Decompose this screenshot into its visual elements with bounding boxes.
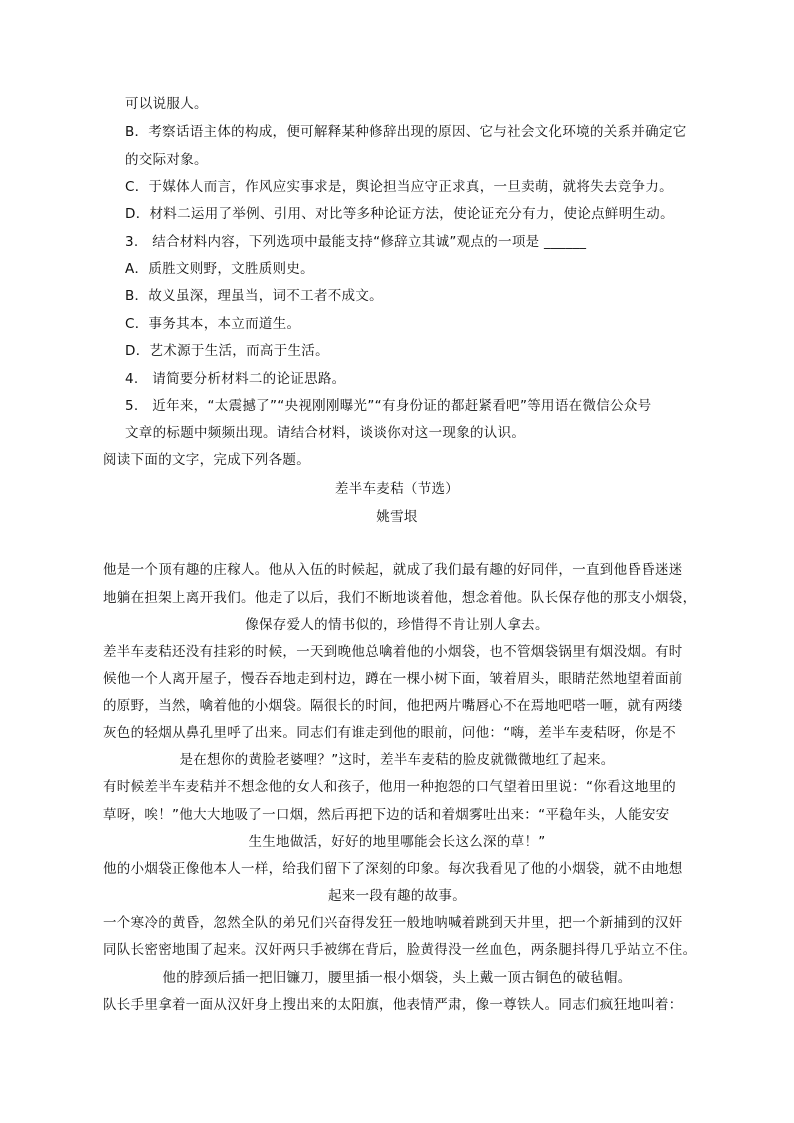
q3-option-c: C．事务其本，本立而道生。 xyxy=(125,316,301,332)
q3-option-d: D．艺术源于生活，而高于生活。 xyxy=(125,343,329,359)
question-3: 3. 结合材料内容，下列选项中最能支持“修辞立其诚”观点的一项是 ______ xyxy=(125,234,587,250)
story-line: 他的脖颈后插一把旧镰刀，腰里插一根小烟袋，头上戴一顶古铜色的破毡帽。 xyxy=(162,970,632,986)
story-line: 差半车麦秸还没有挂彩的时候，一天到晚他总噙着他的小烟袋，也不管烟袋锅里有烟没烟。有时 xyxy=(103,644,683,660)
story-line: 灰色的轻烟从鼻孔里呼了出来。同志们有谁走到他的眼前，问他：“嗨，差半车麦秸呀，你是不 xyxy=(103,725,677,741)
story-line: 地躺在担架上离开我们。他走了以后，我们不断地谈着他，想念着他。队长保存他的那支小烟袋， xyxy=(103,590,697,606)
story-line: 候他一个人离开屋子，慢吞吞地走到村边，蹲在一棵小树下面，皱着眉头，眼睛茫然地望着面前 xyxy=(103,671,683,687)
question-5-line-1: 5. 近年来，“太震撼了”“央视刚刚曝光”“有身份证的都赶紧看吧”等用语在微信公众号 xyxy=(125,398,652,414)
reading-instruction: 阅读下面的文字，完成下列各题。 xyxy=(103,452,310,468)
story-line: 他的小烟袋正像他本人一样，给我们留下了深刻的印象。每次我看见了他的小烟袋，就不由地想 xyxy=(103,861,683,877)
story-line: 一个寒冷的黄昏，忽然全队的弟兄们兴奋得发狂一般地呐喊着跳到天井里，把一个新捕到的汉奸 xyxy=(103,915,683,931)
story-line: 起来一段有趣的故事。 xyxy=(328,888,466,904)
story-line: 草呀，唉！”他大大地吸了一口烟，然后再把下边的话和着烟雾吐出来：“平稳年头，人能安安 xyxy=(103,807,670,823)
story-author: 姚雪垠 xyxy=(376,509,418,525)
option-c: C．于媒体人而言，作风应实事求是，舆论担当应守正求真，一旦卖萌，就将失去竞争力。 xyxy=(125,179,673,195)
story-line: 生生地做活，好好的地里哪能会长这么深的草！” xyxy=(248,834,546,850)
story-line: 是在想你的黄脸老婆哩？”这时，差半车麦秸的脸皮就微微地红了起来。 xyxy=(179,752,615,768)
option-d: D．材料二运用了举例、引用、对比等多种论证方法，使论证充分有力，使论点鲜明生动。 xyxy=(125,206,674,222)
q3-option-a: A．质胜文则野，文胜质则史。 xyxy=(125,261,314,277)
story-line: 队长手里拿着一面从汉奸身上搜出来的太阳旗，他表情严肃，像一尊铁人。同志们疯狂地叫着： xyxy=(103,997,683,1013)
story-line: 同队长密密地围了起来。汉奸两只手被绑在背后，脸黄得没一丝血色，两条腿抖得几乎站立不住。 xyxy=(103,942,697,958)
option-a-continuation: 可以说服人。 xyxy=(125,96,208,112)
story-title: 差半车麦秸（节选） xyxy=(334,481,460,497)
story-line: 像保存爱人的情书似的，珍惜得不肯让别人拿去。 xyxy=(245,617,549,633)
option-b-line-1: B．考察话语主体的构成，便可解释某种修辞出现的原因、它与社会文化环境的关系并确定它 xyxy=(125,124,687,140)
q3-option-b: B．故义虽深，理虽当，词不工者不成文。 xyxy=(125,288,383,304)
story-line: 有时候差半车麦秸并不想念他的女人和孩子，他用一种抱怨的口气望着田里说：“你看这地里的 xyxy=(103,779,677,795)
story-line: 的原野，当然，噙着他的小烟袋。隔很长的时间，他把两片嘴唇心不在焉地吧嗒一咂，就有两缕 xyxy=(103,698,683,714)
option-b-line-2: 的交际对象。 xyxy=(125,152,208,168)
story-line: 他是一个顶有趣的庄稼人。他从入伍的时候起，就成了我们最有趣的好同伴，一直到他昏昏迷迷 xyxy=(103,562,683,578)
question-5-line-2: 文章的标题中频频出现。请结合材料，谈谈你对这一现象的认识。 xyxy=(125,425,526,441)
question-4: 4. 请简要分析材料二的论证思路。 xyxy=(125,371,346,387)
